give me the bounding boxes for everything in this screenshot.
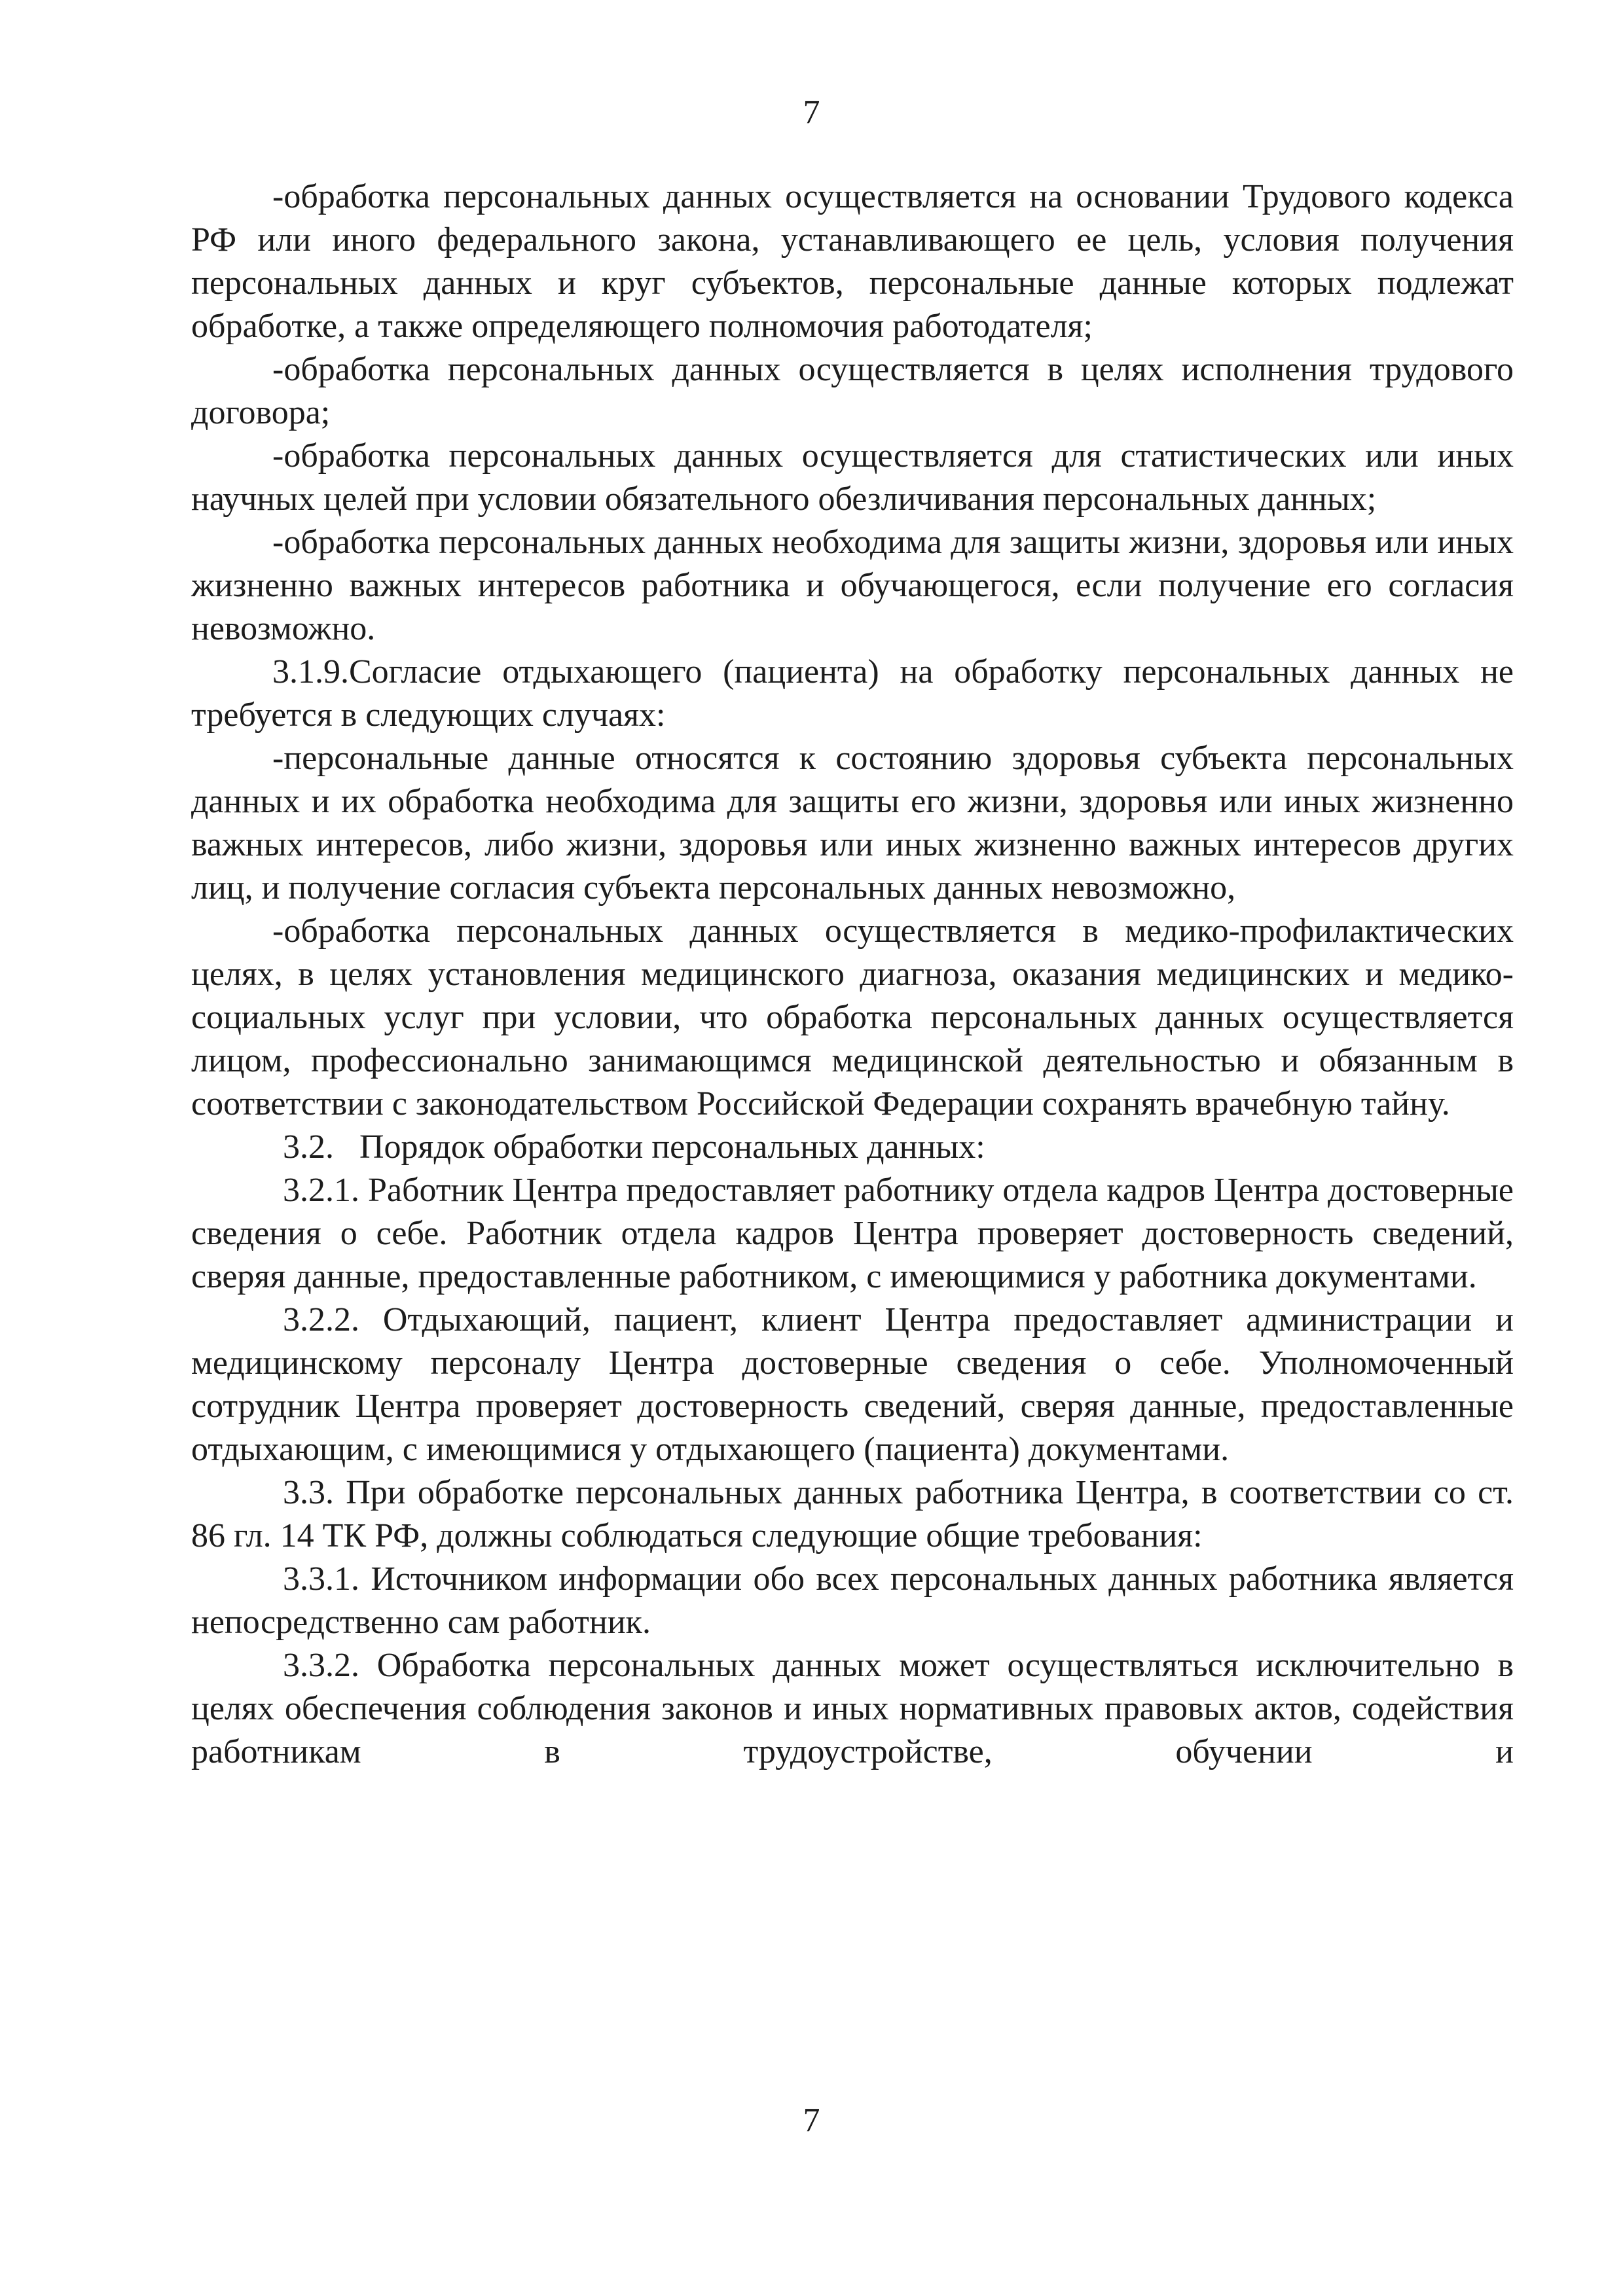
paragraph-3-2: 3.2. Порядок обработки персональных данных: — [283, 1128, 985, 1166]
page-number-bottom: 7 — [803, 2102, 820, 2139]
paragraph-3-3: 3.3. При обработке персональных данных работника Центра, в соответствии со ст. 86 гл. 14 ТК РФ, должны соблюдаться следующие общие требования: — [191, 1474, 1514, 1554]
paragraph-3-3-1: 3.3.1. Источником информации обо всех персональных данных работника является непосредственно сам работник. — [191, 1560, 1514, 1641]
document-body — [191, 175, 1514, 1774]
paragraph-3-1-9: 3.1.9.Согласие отдыхающего (пациента) на обработку персональных данных не требуется в следующих случаях: — [191, 653, 1514, 734]
paragraph-3-3-2: 3.3.2. Обработка персональных данных может осуществляться исключительно в целях обеспечения соблюдения законов и иных нормативных правовых актов, содействия работникам в трудоустройстве, обучении и — [191, 1647, 1514, 1770]
paragraph-labor-code: -обработка персональных данных осуществляется на основании Трудового кодекса РФ или иного федерального закона, устанавливающего ее цель, условия получения персональных данных и круг субъектов, персональные данные которых подлежат обработке, а также определяющего полномочия работодателя; — [191, 178, 1514, 345]
paragraph-3-2-1: 3.2.1. Работник Центра предоставляет работнику отдела кадров Центра достоверные сведения о себе. Работник отдела кадров Центра проверяет достоверность сведений, сверяя данные, предоставленные работником, с имеющимися у работника документами. — [191, 1172, 1514, 1295]
paragraph-health-state: -персональные данные относятся к состоянию здоровья субъекта персональных данных и их обработка необходима для защиты его жизни, здоровья или иных жизненно важных интересов, либо жизни, здоровья или иных жизненно важных интересов других лиц, и получение согласия субъекта персональных данных невозможно, — [191, 740, 1514, 906]
page-number-top: 7 — [803, 94, 820, 131]
paragraph-vital-interests: -обработка персональных данных необходима для защиты жизни, здоровья или иных жизненно важных интересов работника и обучающегося, если получение его согласия невозможно. — [191, 524, 1514, 647]
paragraph-employment-contract: -обработка персональных данных осуществляется в целях исполнения трудового договора; — [191, 351, 1514, 431]
paragraph-statistical-purposes: -обработка персональных данных осуществляется для статистических или иных научных целей при условии обязательного обезличивания персональных данных; — [191, 437, 1514, 518]
paragraph-medical-purposes: -обработка персональных данных осуществляется в медико-профилактических целях, в целях установления медицинского диагноза, оказания медицинских и медико-социальных услуг при условии, что обработка персональных данных осуществляется лицом, профессионально занимающимся медицинской деятельностью и обязанным в соответствии с законодательством Российской Федерации сохранять врачебную тайну. — [191, 912, 1514, 1122]
paragraph-3-2-2: 3.2.2. Отдыхающий, пациент, клиент Центра предоставляет администрации и медицинскому персоналу Центра достоверные сведения о себе. Уполномоченный сотрудник Центра проверяет достоверность сведений, сверяя данные, предоставленные отдыхающим, с имеющимися у отдыхающего (пациента) документами. — [191, 1301, 1514, 1468]
